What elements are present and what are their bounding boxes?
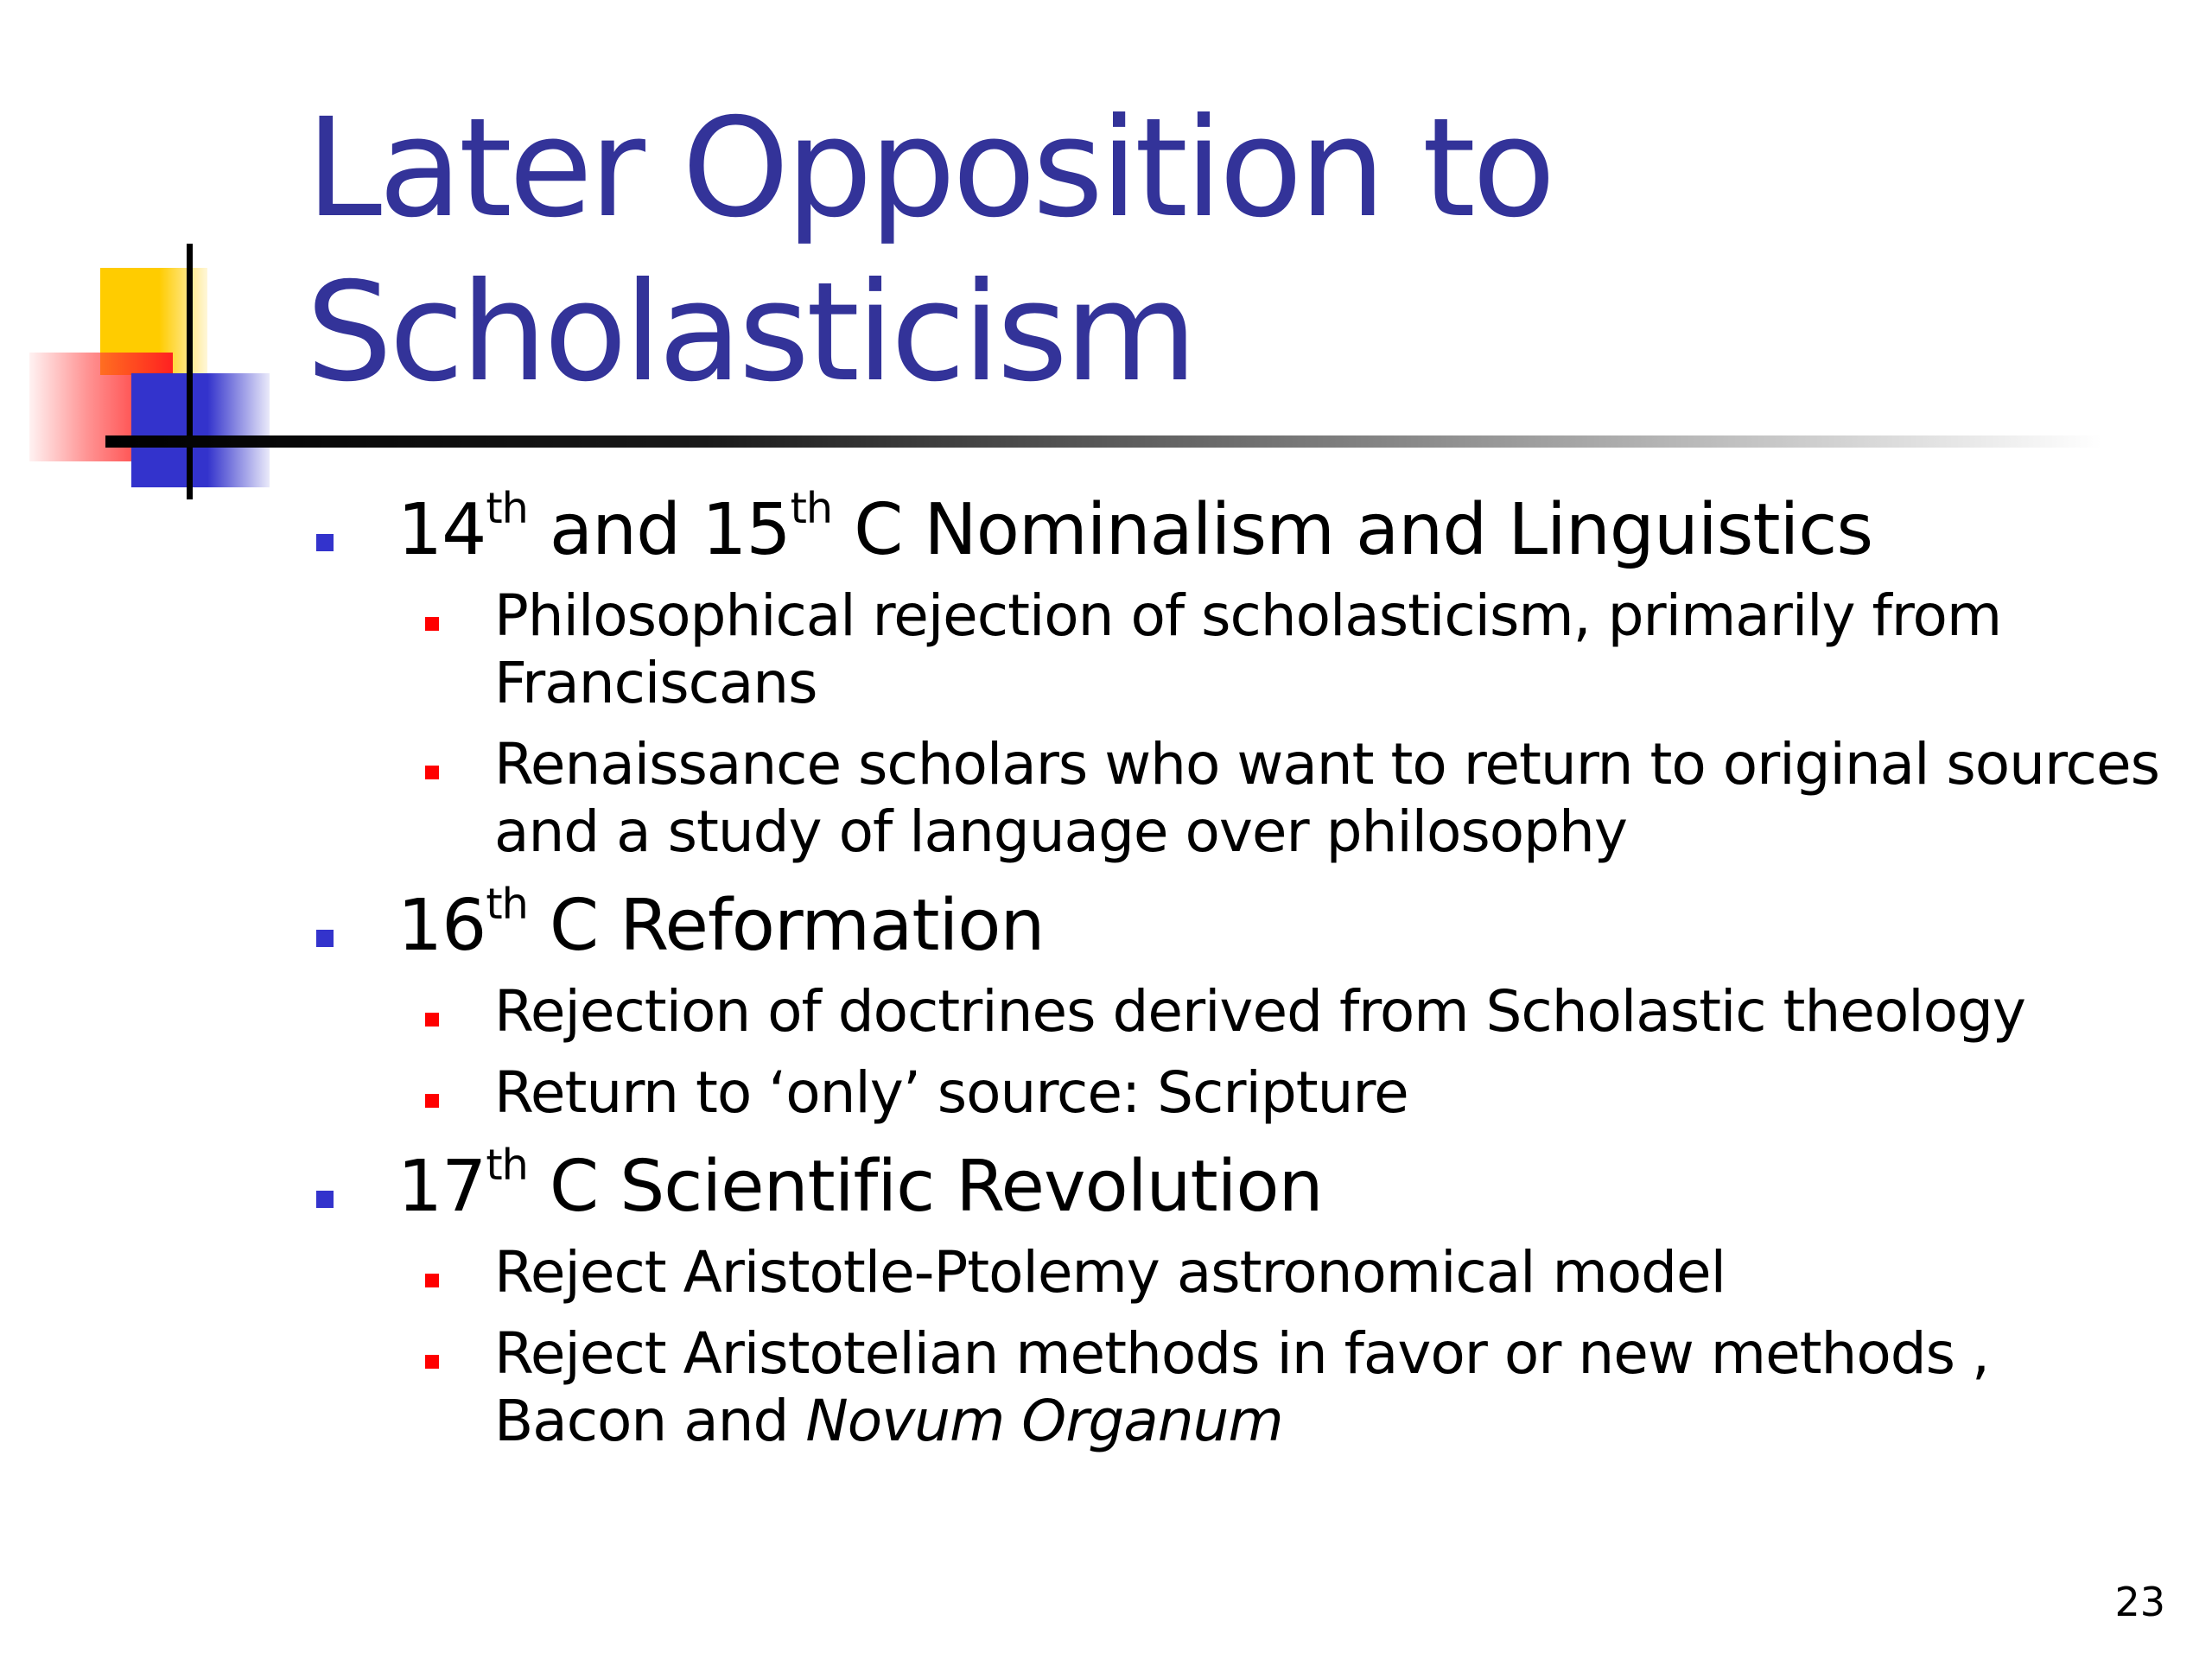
bullet-item-level2 bbox=[311, 1320, 2177, 1455]
bullet-item-level1 bbox=[311, 484, 2177, 577]
section-text: C Nominalism and Linguistics bbox=[832, 489, 1873, 571]
bullet-item-level1 bbox=[311, 1141, 2177, 1234]
red-square-bullet-icon bbox=[425, 1094, 439, 1108]
blue-square-decoration bbox=[131, 373, 270, 487]
blue-square-bullet-icon bbox=[316, 1191, 334, 1208]
page-number: 23 bbox=[2114, 1579, 2165, 1625]
sub-item-text: Rejection of doctrines derived from Scholastic theology bbox=[494, 978, 2025, 1045]
section-text: C Reformation bbox=[527, 885, 1045, 967]
bullet-item-level2 bbox=[311, 582, 2177, 717]
bullet-item-level2 bbox=[311, 978, 2177, 1046]
sub-item-text: Reject Aristotelian methods in favor or new methods , Bacon and bbox=[494, 1320, 1989, 1454]
sub-item-text: Reject Aristotle-Ptolemy astronomical model bbox=[494, 1239, 1726, 1306]
blue-square-bullet-icon bbox=[316, 930, 334, 947]
sub-item-text: Renaissance scholars who want to return to original sources and a study of language over philosophy bbox=[494, 731, 2159, 865]
section-number: 16 bbox=[397, 885, 486, 967]
ordinal-suffix: th bbox=[486, 1140, 528, 1191]
section-number: 14 bbox=[397, 489, 486, 571]
red-square-bullet-icon bbox=[425, 1013, 439, 1027]
red-square-bullet-icon bbox=[425, 766, 439, 779]
section-text: and 15 bbox=[527, 489, 791, 571]
bullet-item-level1 bbox=[311, 880, 2177, 973]
sub-item-text: Philosophical rejection of scholasticism, primarily from Franciscans bbox=[494, 582, 2002, 716]
red-square-bullet-icon bbox=[425, 1355, 439, 1369]
book-title-italic: Novum Organum bbox=[805, 1388, 1283, 1454]
ordinal-suffix: th bbox=[486, 483, 528, 534]
vertical-line-decoration bbox=[187, 244, 193, 499]
ordinal-suffix: th bbox=[486, 879, 528, 930]
bullet-item-level2 bbox=[311, 1239, 2177, 1306]
bullet-item-level2 bbox=[311, 731, 2177, 866]
slide-body bbox=[311, 484, 2177, 1469]
bullet-item-level2 bbox=[311, 1059, 2177, 1127]
red-square-bullet-icon bbox=[425, 617, 439, 631]
red-square-bullet-icon bbox=[425, 1274, 439, 1287]
section-text: C Scientific Revolution bbox=[527, 1146, 1323, 1228]
sub-item-text: Return to ‘only’ source: Scripture bbox=[494, 1059, 1408, 1126]
section-number: 17 bbox=[397, 1146, 486, 1228]
ordinal-suffix: th bbox=[790, 483, 833, 534]
blue-square-bullet-icon bbox=[316, 534, 334, 551]
title-underline-rule bbox=[105, 435, 2101, 448]
slide-title: Later Opposition to Scholasticism bbox=[306, 89, 1553, 412]
